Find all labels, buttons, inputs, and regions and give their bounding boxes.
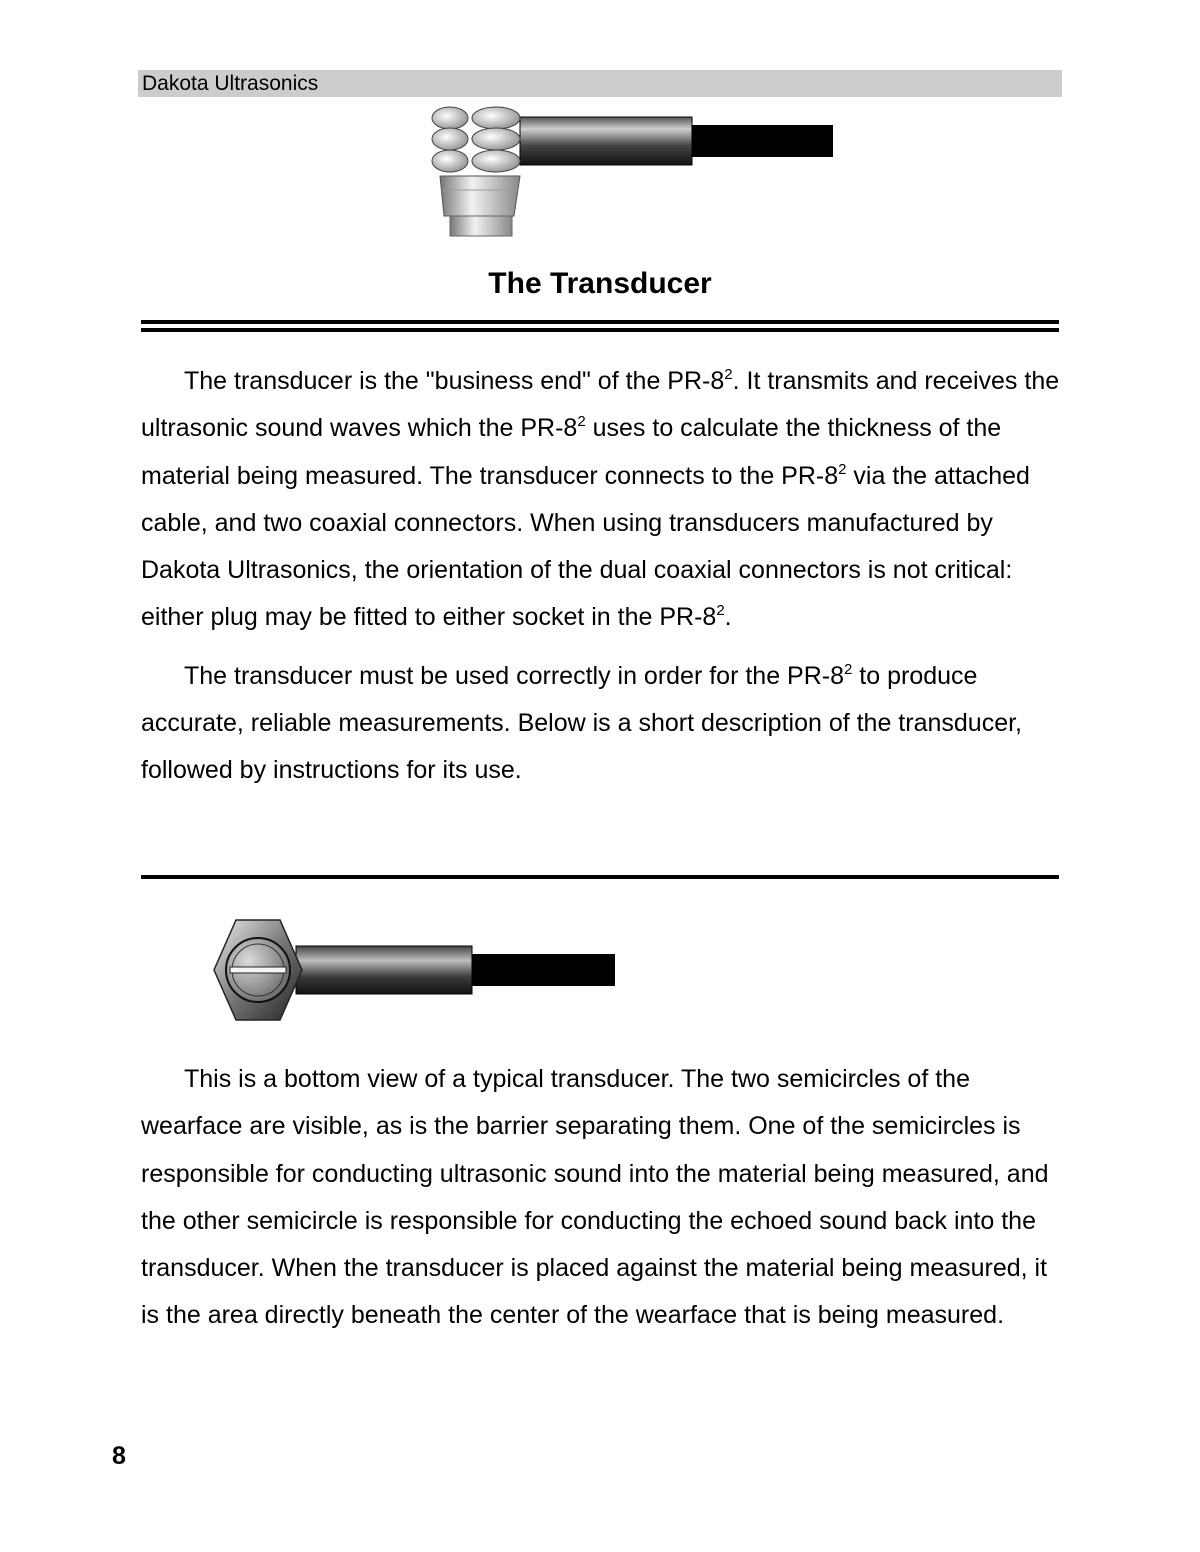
title-rule-upper [141, 320, 1059, 324]
transducer-bottom-view-illustration [212, 918, 622, 1026]
bottom-view-text [141, 1056, 1071, 1340]
intro-text [141, 358, 1071, 795]
title-rule-lower [141, 328, 1059, 332]
header-brand: Dakota Ultrasonics [142, 72, 319, 95]
page-number: 8 [112, 1442, 126, 1470]
section-title: The Transducer [488, 267, 712, 300]
intro-paragraph-2: The transducer must be used correctly in order for the $PR-8^2$ to produce accurate, reliable measurements. Below is a short description of the transducer, followed by instructions for its use. [141, 660, 1022, 785]
bottom-view-paragraph: This is a bottom view of a typical transducer. The two semicircles of the wearface are visible, as is the barrier separating them. One of the semicircles is responsible for conducting ultrasonic sound into the material being measured, and the other semicircle is responsible for conducting the echoed sound back into the transducer. When the transducer is placed against the material being measured, it is the area directly beneath the center of the wearface that is being measured. [141, 1065, 1049, 1330]
section-divider [141, 875, 1059, 879]
transducer-side-view-illustration [430, 104, 840, 240]
intro-paragraph-1: The transducer is the "business end" of the $PR-8^2$. It transmits and receives the ultrasonic sound waves which the $PR-8^2$ uses to calculate the thickness of the material being measured. The transducer connects to the $PR-8^2$ via the attached cable, and two coaxial connectors. When using transducers manufactured by Dakota Ultrasonics, the orientation of the dual coaxial connectors is not critical: either plug may be fitted to either socket in the $PR-8^2$. [141, 366, 1060, 632]
running-header [138, 70, 1062, 97]
